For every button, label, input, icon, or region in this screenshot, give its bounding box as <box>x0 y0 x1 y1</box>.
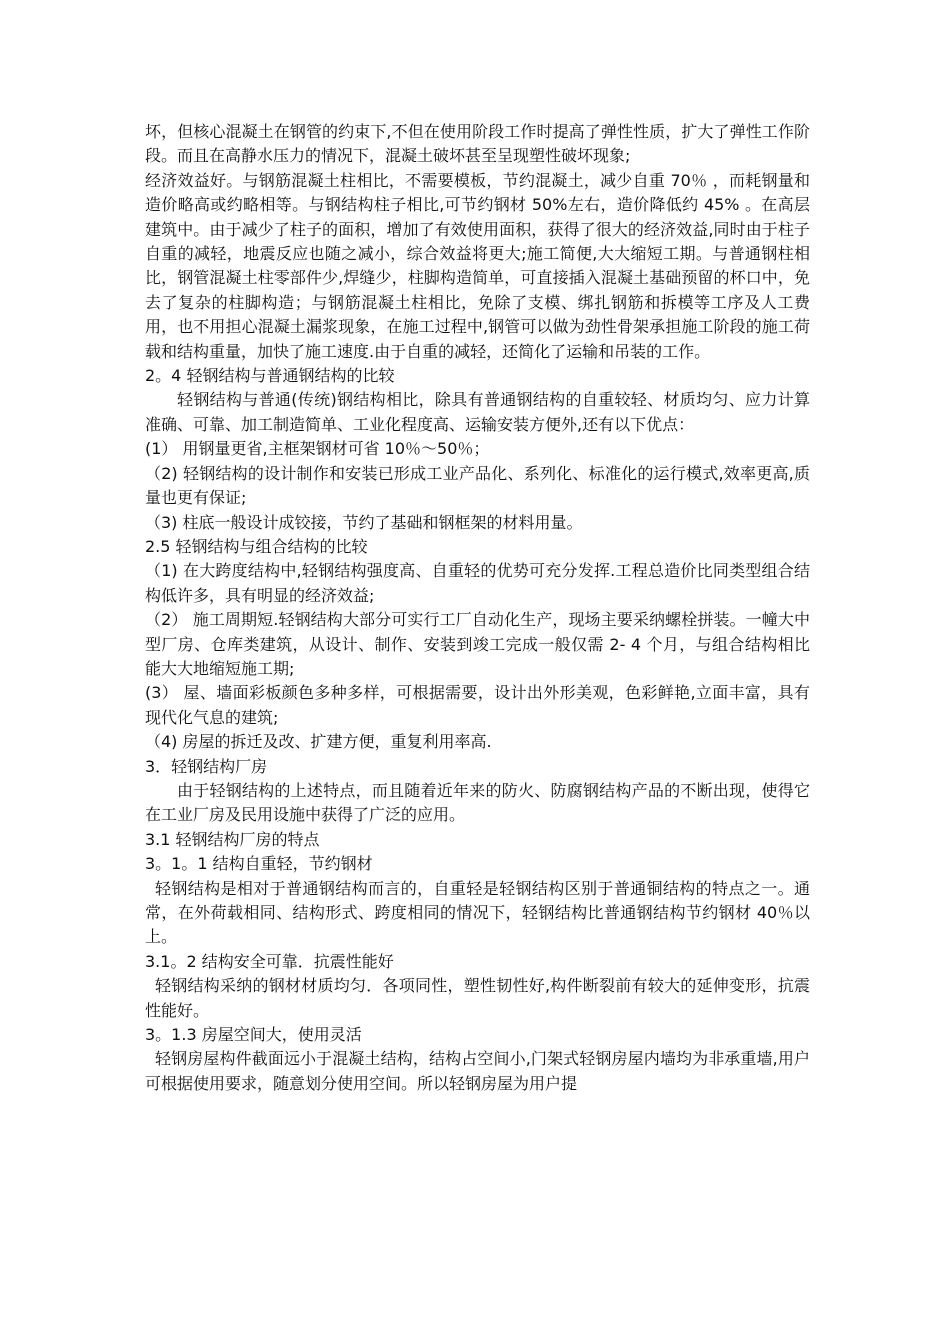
list-item-3: (3） 屋、墙面彩板颜色多种多样，可根据需要，设计出外形美观，色彩鲜艳,立面丰富，具有现代化气息的建筑; <box>145 683 810 727</box>
paragraph-safety: 轻钢结构采纳的钢材材质均匀．各项同性，塑性韧性好,构件断裂前有较大的延伸变形，抗震性能好。 <box>145 976 810 1020</box>
heading-2-5: 2.5 轻钢结构与组合结构的比较 <box>145 536 368 556</box>
heading-3: 3．轻钢结构厂房 <box>145 756 268 776</box>
paragraph-light-steel-advantages: 轻钢结构与普通(传统)钢结构相比，除具有普通钢结构的自重较轻、材质均匀、应力计算准确、可靠、加工制造简单、工业化程度高、运输安装方便外,还有以下优点： <box>145 390 810 434</box>
heading-2-4: 2。4 轻钢结构与普通钢结构的比较 <box>145 366 395 386</box>
paragraph-self-weight: 轻钢结构是相对于普通钢结构而言的，自重轻是轻钢结构区别于普通铜结构的特点之一。通常，在外荷载相同、结构形式、跨度相同的情况下，轻钢结构比普通钢结构节约钢材 40％以上。 <box>145 878 810 947</box>
list-item-1: （1) 在大跨度结构中,轻钢结构强度高、自重轻的优势可充分发挥.工程总造价比同类型组合结构低许多，具有明显的经济效益; <box>145 561 810 605</box>
heading-3-1-1: 3。1。1 结构自重轻，节约钢材 <box>145 854 373 874</box>
heading-3-1: 3.1 轻钢结构厂房的特点 <box>145 829 320 849</box>
paragraph-economic-benefit: 经济效益好。与钢筋混凝土柱相比，不需要模板，节约混凝土，减少自重 70％ ，而耗钢量和造价略高或约略相等。与钢结构柱子相比,可节约钢材 50%左右，造价降低约 45% 。在高层建筑中。由于减少了柱子的面积，增加了有效使用面积，获得了很大的经济效益,同时由于柱子自重的减轻，地震反应也随之减小，综合效益将更大;施工简便,大大缩短工期。与普通钢柱相比，钢管混凝土柱零部件少,焊缝少，柱脚构造简单，可直接插入混凝土基础预留的杯口中，免去了复杂的柱脚构造；与钢筋混凝土柱相比，免除了支模、绑扎钢筋和拆模等工序及人工费用，也不用担心混凝土漏浆现象，在施工过程中,钢管可以做为劲性骨架承担施工阶段的施工荷载和结构重量，加快了施工速度.由于自重的减轻，还简化了运输和吊装的工作。 <box>145 170 810 361</box>
heading-3-1-3: 3。1.3 房屋空间大，使用灵活 <box>145 1025 362 1045</box>
list-item-2: （2） 施工周期短.轻钢结构大部分可实行工厂自动化生产，现场主要采纳螺栓拼装。一幢大中型厂房、仓库类建筑，从设计、制作、安装到竣工完成一般仅需 2- 4 个月，与组合结构相比能大大地缩短施工期; <box>145 610 810 678</box>
list-item-4: （4) 房屋的拆迁及改、扩建方便，重复利用率高. <box>145 732 492 752</box>
heading-3-1-2: 3.1。2 结构安全可靠．抗震性能好 <box>145 951 394 971</box>
paragraph-space: 轻钢房屋构件截面远小于混凝土结构，结构占空间小,门架式轻钢房屋内墙均为非承重墙,用户可根据使用要求，随意划分使用空间。所以轻钢房屋为用户提 <box>145 1049 810 1093</box>
list-item-2: （2) 轻钢结构的设计制作和安装已形成工业产品化、系列化、标准化的运行模式,效率更高,质量也更有保证; <box>145 463 810 508</box>
document-body <box>145 120 810 1096</box>
list-item-3: （3) 柱底一般设计成铰接，节约了基础和钢框架的材料用量。 <box>145 512 583 532</box>
paragraph-application: 由于轻钢结构的上述特点，而且随着近年来的防火、防腐钢结构产品的不断出现，使得它在工业厂房及民用设施中获得了广泛的应用。 <box>145 780 810 825</box>
paragraph-concrete-core: 坏，但核心混凝土在钢管的约束下,不但在使用阶段工作时提高了弹性性质，扩大了弹性工作阶段。而且在高静水压力的情况下，混凝土破坏甚至呈现塑性破坏现象; <box>145 122 810 166</box>
list-item-1: (1） 用钢量更省,主框架钢材可省 10％～50％； <box>145 439 490 459</box>
